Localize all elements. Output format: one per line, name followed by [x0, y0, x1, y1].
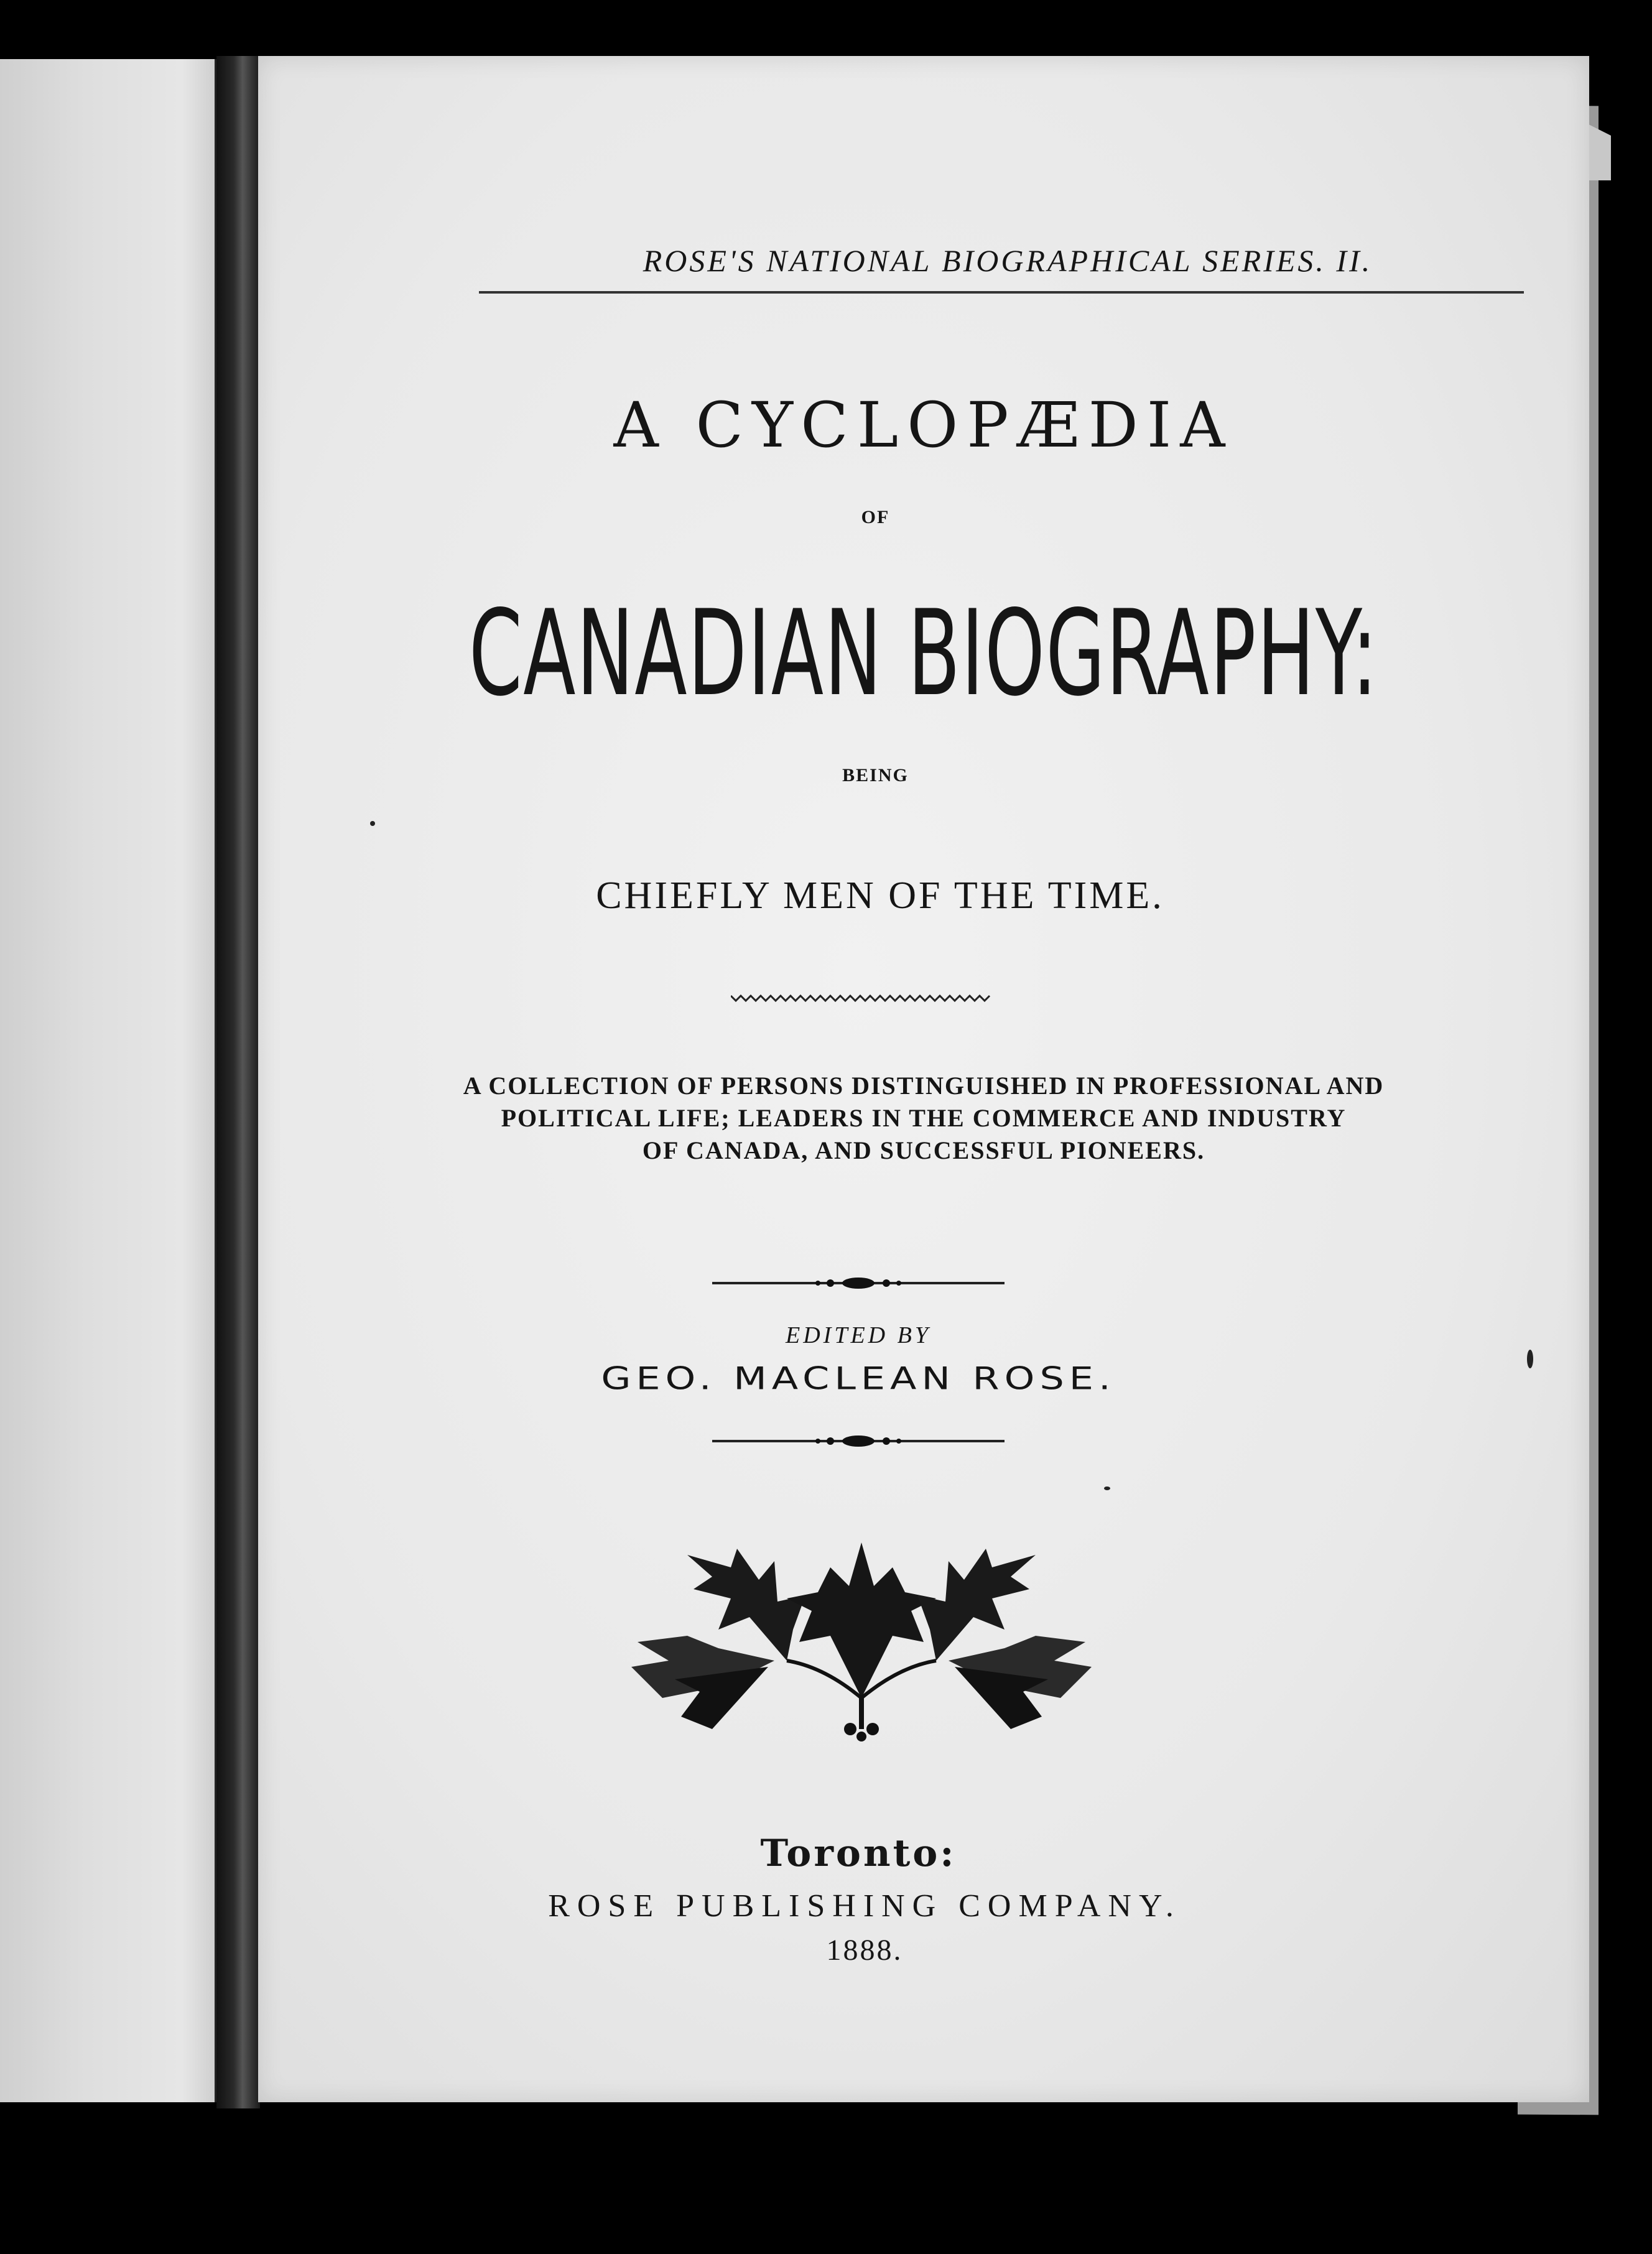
edited-by-label: EDITED BY	[786, 1322, 931, 1348]
being-label: BEING	[842, 765, 909, 786]
editor-name: GEO. MACLEAN ROSE.	[601, 1360, 1116, 1397]
publication-year: 1888.	[826, 1934, 903, 1967]
title-of: OF	[861, 507, 890, 527]
description	[258, 1070, 1589, 1167]
description-line-1: A COLLECTION OF PERSONS DISTINGUISHED IN PROFESSIONAL AND	[463, 1072, 1385, 1100]
publisher: ROSE PUBLISHING COMPANY.	[548, 1888, 1181, 1924]
print-speck	[370, 821, 375, 826]
book-gutter	[216, 56, 260, 2108]
squiggle-rule-icon	[731, 992, 992, 1004]
title-canadian-biography: CANADIAN BIOGRAPHY:	[468, 585, 1379, 722]
title-cyclopaedia: A CYCLOPÆDIA	[613, 389, 1234, 461]
description-line-3: OF CANADA, AND SUCCESSFUL PIONEERS.	[642, 1136, 1205, 1164]
publication-place: Toronto:	[760, 1832, 957, 1875]
maple-leaves-icon	[625, 1542, 1098, 1748]
ornamental-rule-icon	[712, 1432, 1005, 1450]
subtitle: CHIEFLY MEN OF THE TIME.	[596, 874, 1164, 917]
series-header: ROSE'S NATIONAL BIOGRAPHICAL SERIES. II.	[643, 243, 1373, 278]
title-page	[258, 56, 1589, 2102]
print-speck	[1104, 1486, 1110, 1490]
facing-page-edge	[0, 59, 218, 2102]
header-rule	[479, 291, 1524, 294]
description-line-2: POLITICAL LIFE; LEADERS IN THE COMMERCE AND INDUSTRY	[501, 1104, 1347, 1132]
ornamental-rule-icon	[712, 1274, 1005, 1292]
print-speck	[1527, 1350, 1533, 1368]
